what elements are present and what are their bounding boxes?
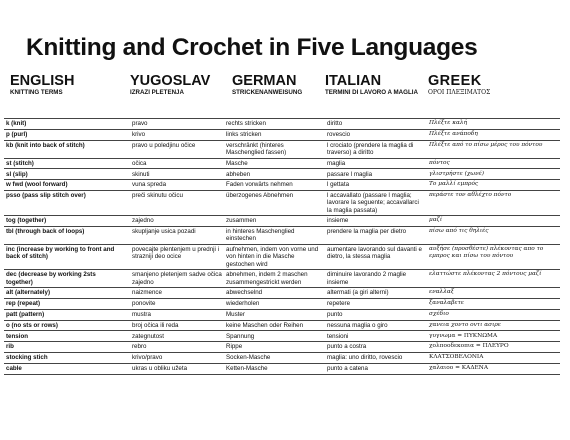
english-term: st (stitch) [4, 158, 122, 169]
italian-term: rovescio [323, 129, 427, 140]
table-row [4, 158, 560, 169]
greek-term: περάστε τον αθλέχτο πόντο [427, 190, 560, 215]
table-row [4, 320, 560, 331]
greek-term: χανεια χοντο ovτι ασιρε [427, 320, 560, 331]
yugoslav-term: skinuti [122, 169, 224, 180]
italian-term: diritto [323, 119, 427, 130]
english-term: rib [4, 342, 122, 353]
german-term: Masche [224, 158, 323, 169]
column-header-yugoslav [130, 74, 210, 96]
column-title: ENGLISH [10, 73, 75, 89]
column-title: YUGOSLAV [130, 73, 211, 89]
yugoslav-term: preči skinutu očicu [122, 190, 224, 215]
german-term: Spannung [224, 331, 323, 342]
column-subtitle: TERMINI DI LAVORO A MAGLIA [325, 89, 418, 96]
greek-term: πόντος [427, 158, 560, 169]
table-row [4, 119, 560, 130]
table-row [4, 270, 560, 288]
italian-term: maglia [323, 158, 427, 169]
greek-term: πίσω από τις θηλιές [427, 226, 560, 244]
yugoslav-term: rebro [122, 342, 224, 353]
greek-term: ξαναλαβετε [427, 298, 560, 309]
greek-term: χαλαιοο = ΚΑΔΕΝΑ [427, 363, 560, 374]
greek-term: χολποοδεκοπια = ΠΛΕΥΡΟ [427, 342, 560, 353]
column-title: ITALIAN [325, 73, 382, 89]
table-row [4, 352, 560, 363]
greek-term: Το μαλλί εμπρός [427, 180, 560, 191]
yugoslav-term: smanjeno pletenjem sadve očica zajedno [122, 270, 224, 288]
table-row [4, 342, 560, 353]
greek-term: μαζί [427, 216, 560, 227]
italian-term: insieme [323, 216, 427, 227]
english-term: k (knit) [4, 119, 122, 130]
table-row [4, 244, 560, 269]
yugoslav-term: pravo [122, 119, 224, 130]
english-term: p (purl) [4, 129, 122, 140]
italian-term: l crociato (prendere la maglia di traverso) a diritto [323, 140, 427, 158]
column-subtitle: STRICKENANWEISUNG [232, 89, 303, 96]
yugoslav-term: pravo u poledjinu očice [122, 140, 224, 158]
english-term: patt (pattern) [4, 309, 122, 320]
greek-term: Πλέξτε ανάποδη [427, 129, 560, 140]
greek-term: Πλέξτε από το πίσω μέρος του πόντου [427, 140, 560, 158]
german-term: zusammen [224, 216, 323, 227]
italian-term: diminuire lavorando 2 maglie insieme [323, 270, 427, 288]
german-term: Muster [224, 309, 323, 320]
english-term: psso (pass slip stitch over) [4, 190, 122, 215]
yugoslav-term: mustra [122, 309, 224, 320]
english-term: w fwd (wool forward) [4, 180, 122, 191]
table-row [4, 331, 560, 342]
yugoslav-term: broj očica ili reda [122, 320, 224, 331]
table-row [4, 363, 560, 374]
english-term: kb (knit into back of stitch) [4, 140, 122, 158]
greek-term: γλιστρήστε (χωνέ) [427, 169, 560, 180]
german-term: abwechselnd [224, 288, 323, 299]
yugoslav-term: naizmence [122, 288, 224, 299]
german-term: rechts stricken [224, 119, 323, 130]
greek-term: Πλέξτε καλή [427, 119, 560, 130]
german-term: verschränkt (hinteres Maschenglied fassen) [224, 140, 323, 158]
page-title: Knitting and Crochet in Five Languages [26, 34, 478, 61]
table-row [4, 169, 560, 180]
italian-term: passare l maglia [323, 169, 427, 180]
german-term: Faden vorwärts nehmen [224, 180, 323, 191]
english-term: tog (together) [4, 216, 122, 227]
german-term: abheben [224, 169, 323, 180]
german-term: links stricken [224, 129, 323, 140]
german-term: wiederholen [224, 298, 323, 309]
italian-term: punto a costra [323, 342, 427, 353]
greek-term: σχέδιο [427, 309, 560, 320]
english-term: o (no sts or rows) [4, 320, 122, 331]
table-row [4, 140, 560, 158]
greek-term: ελαττώστε πλέκοντας 2 πόντους μαζί [427, 270, 560, 288]
greek-term: ΚΛΑΤΣΟΒΕΛΟΝΙΑ [427, 352, 560, 363]
yugoslav-term: zajedno [122, 216, 224, 227]
table-row [4, 298, 560, 309]
german-term: Rippe [224, 342, 323, 353]
german-term: Socken-Masche [224, 352, 323, 363]
italian-term: altermati (a giri alterni) [323, 288, 427, 299]
table-row [4, 309, 560, 320]
italian-term: punto [323, 309, 427, 320]
italian-term: maglia: uno diritto, rovescio [323, 352, 427, 363]
yugoslav-term: krivo [122, 129, 224, 140]
german-term: keine Maschen oder Reihen [224, 320, 323, 331]
yugoslav-term: skupljanje usica pozadi [122, 226, 224, 244]
column-header-italian [325, 74, 420, 96]
yugoslav-term: krivo/pravo [122, 352, 224, 363]
german-term: aufnehmen, indem von vorne und von hinten in die Masche gestochen wird [224, 244, 323, 269]
column-headers [0, 74, 570, 110]
column-title: GREEK [428, 73, 482, 89]
table-row [4, 226, 560, 244]
column-subtitle: KNITTING TERMS [10, 89, 63, 96]
english-term: dec (decrease by working 2sts together) [4, 270, 122, 288]
italian-term: prendere la maglia per dietro [323, 226, 427, 244]
table-row [4, 190, 560, 215]
italian-term: tensioni [323, 331, 427, 342]
table-row [4, 216, 560, 227]
italian-term: aumentare lavorando sul davanti e dietro, la stessa maglia [323, 244, 427, 269]
table-row [4, 288, 560, 299]
column-title: GERMAN [232, 73, 297, 89]
english-term: cable [4, 363, 122, 374]
column-header-greek [428, 74, 490, 96]
italian-term: l gettata [323, 180, 427, 191]
yugoslav-term: povecajte plentenjem u prednji i strazniji deo ocice [122, 244, 224, 269]
yugoslav-term: ponovite [122, 298, 224, 309]
german-term: in hinteres Maschenglied einstechen [224, 226, 323, 244]
english-term: sl (slip) [4, 169, 122, 180]
english-term: rep (repeat) [4, 298, 122, 309]
column-subtitle: IZRAZI PLETENJA [130, 89, 184, 96]
english-term: tbl (through back of loops) [4, 226, 122, 244]
column-header-german [232, 74, 302, 96]
greek-term: αυξήσε (προσθέστε) πλέκοντας απο το εμπρος και πίσω του πόντου [427, 244, 560, 269]
italian-term: punto a catena [323, 363, 427, 374]
table-row [4, 129, 560, 140]
german-term: überzogenes Abnehmen [224, 190, 323, 215]
greek-term: γυγνωμα = ΠΥΚΝΩΜΑ [427, 331, 560, 342]
english-term: alt (alternately) [4, 288, 122, 299]
italian-term: repetere [323, 298, 427, 309]
terms-table [4, 118, 560, 375]
german-term: Ketten-Masche [224, 363, 323, 374]
yugoslav-term: zategnutost [122, 331, 224, 342]
english-term: tension [4, 331, 122, 342]
column-subtitle: ΟΡΟΙ ΠΛΕΞΙΜΑΤΟΣ [428, 89, 491, 96]
english-term: stocking stich [4, 352, 122, 363]
yugoslav-term: vuna spreda [122, 180, 224, 191]
greek-term: εναλλαξ [427, 288, 560, 299]
yugoslav-term: očica [122, 158, 224, 169]
column-header-english [10, 74, 74, 96]
italian-term: l accavallato (passare l maglia; lavorare la seguente; accavallarci la maglia passata) [323, 190, 427, 215]
table-row [4, 180, 560, 191]
italian-term: nessuna maglia o giro [323, 320, 427, 331]
german-term: abnehmen, indem 2 maschen zusammengestrickt werden [224, 270, 323, 288]
yugoslav-term: ukras u obliku užeta [122, 363, 224, 374]
english-term: inc (increase by working to front and back of stitch) [4, 244, 122, 269]
